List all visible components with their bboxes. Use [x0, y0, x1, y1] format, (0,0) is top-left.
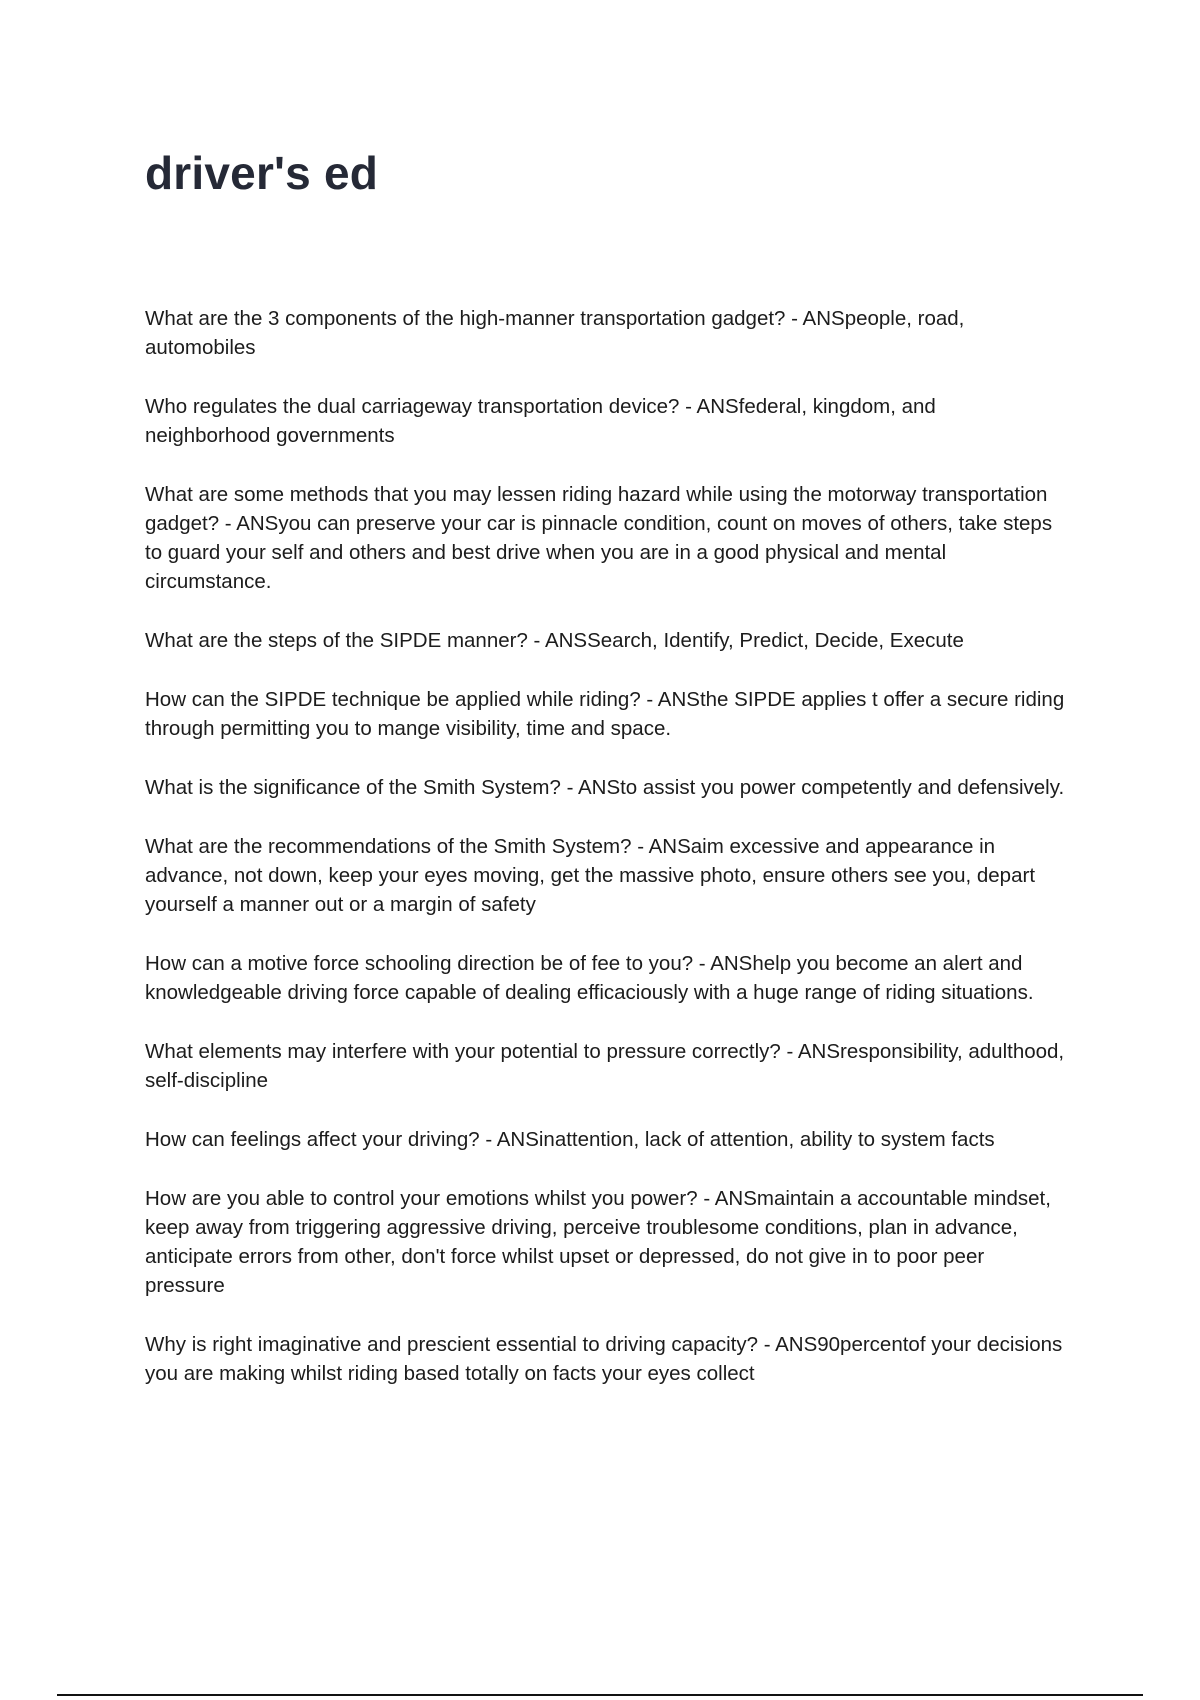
- qa-item: How can the SIPDE technique be applied while riding? - ANSthe SIPDE applies t offer a secure riding through permitting you to mange visibility, time and space.: [145, 688, 1065, 740]
- qa-item: How are you able to control your emotions whilst you power? - ANSmaintain a accountable mindset, keep away from triggering aggressive driving, perceive troublesome conditions, plan in advance, anticipate errors from other, don't force whilst upset or depressed, do not give in to poor peer pressure: [145, 1187, 1051, 1297]
- footer-divider: [57, 1694, 1143, 1696]
- qa-item: Why is right imaginative and prescient essential to driving capacity? - ANS90percentof your decisions you are making whilst riding based totally on facts your eyes collect: [145, 1333, 1063, 1385]
- qa-item: What are some methods that you may lessen riding hazard while using the motorway transportation gadget? - ANSyou can preserve your car is pinnacle condition, count on moves of others, take steps to guard your self and others and best drive when you are in a good physical and mental circumstance.: [145, 483, 1053, 593]
- qa-item: What elements may interfere with your potential to pressure correctly? - ANSresponsibility, adulthood, self-discipline: [145, 1040, 1065, 1092]
- qa-item: Who regulates the dual carriageway transportation device? - ANSfederal, kingdom, and neighborhood governments: [145, 395, 936, 447]
- qa-item: What is the significance of the Smith System? - ANSto assist you power competently and defensively.: [145, 776, 1065, 799]
- page-title: driver's ed: [145, 147, 379, 199]
- qa-list: [145, 304, 1065, 1418]
- qa-item: What are the recommendations of the Smith System? - ANSaim excessive and appearance in advance, not down, keep your eyes moving, get the massive photo, ensure others see you, depart yourself a manner out or a margin of safety: [145, 835, 1036, 916]
- qa-item: How can a motive force schooling direction be of fee to you? - ANShelp you become an alert and knowledgeable driving force capable of dealing efficaciously with a huge range of riding situations.: [145, 952, 1034, 1004]
- qa-item: How can feelings affect your driving? - ANSinattention, lack of attention, ability to system facts: [145, 1128, 995, 1151]
- qa-item: What are the steps of the SIPDE manner? - ANSSearch, Identify, Predict, Decide, Execute: [145, 629, 964, 652]
- qa-item: What are the 3 components of the high-manner transportation gadget? - ANSpeople, road, automobiles: [145, 307, 965, 359]
